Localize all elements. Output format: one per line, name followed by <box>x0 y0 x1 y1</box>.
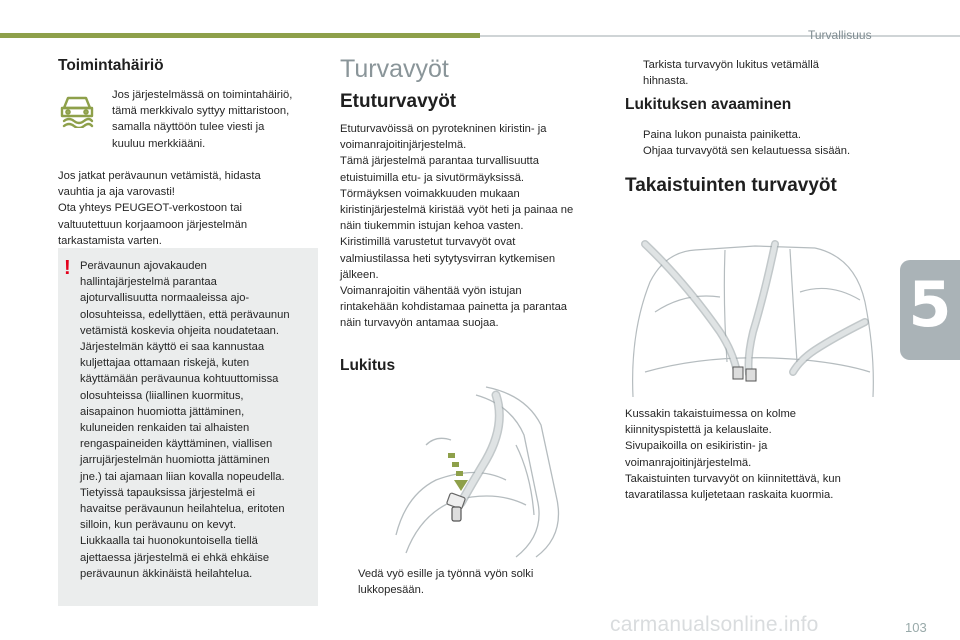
bullet-marker <box>340 566 358 598</box>
front-belts-heading: Etuturvavyöt <box>340 91 457 112</box>
page-number: 103 <box>905 620 927 635</box>
page-title: Turvavyöt <box>340 55 449 83</box>
malfunction-heading: Toimintahäiriö <box>58 57 164 74</box>
unlock-list <box>625 127 895 159</box>
rear-seatbelt-illustration <box>625 222 880 400</box>
check-lock-bullet <box>625 57 895 89</box>
header-accent-bar <box>0 33 480 38</box>
lock-heading: Lukitus <box>340 357 396 374</box>
watermark: carmanualsonline.info <box>610 613 819 636</box>
header-rule <box>480 35 960 37</box>
bullet-marker <box>625 127 643 143</box>
bullet-marker <box>625 57 643 89</box>
section-title: Turvallisuus <box>808 28 872 42</box>
front-belts-paragraph: Etuturvavöissä on pyrotekninen kiristin- ja voimanrajoitinjärjestelmä. Tämä järjestelmä parantaa turvallisuutta etuistuimilla etu- ja sivutörmäyksissä. Törmäyksen voimakkuuden mukaan kiristinjärjestelmä kiristää vyöt heti ja painaa ne näin tiukemmin istujan kehoa vasten. Kiristimillä varustetut turvavyöt ovat valmiustilassa heti sytytysvirran kytkemisen jälkeen. Voimanrajoitin vähentää vyön istujan rintakehään kohdistamaa painetta ja parantaa näin turvavyön antamaa suojaa. <box>340 123 574 330</box>
malfunction-icon-text: Jos järjestelmässä on toimintahäiriö, tämä merkkivalo syttyy mittaristoon, samalla näyttöön tulee viesti ja kuuluu merkkiääni. <box>112 89 293 150</box>
warning-mark: ! <box>64 257 71 279</box>
unlock-heading: Lukituksen avaaminen <box>625 96 792 113</box>
chapter-number: 5 <box>908 268 952 341</box>
lock-bullet-text: Vedä vyö esille ja työnnä vyön solki lukkopesään. <box>358 568 534 596</box>
rear-belts-heading: Takaistuinten turvavyöt <box>625 175 837 196</box>
lock-bullet <box>340 566 608 598</box>
list-item <box>625 127 895 143</box>
list-item <box>625 143 895 159</box>
bullet-marker <box>625 143 643 159</box>
check-lock-text: Tarkista turvavyön lukitus vetämällä hihnasta. <box>643 59 819 87</box>
front-seatbelt-illustration <box>366 385 606 560</box>
unlock-step-2: Ohjaa turvavyötä sen kelautuessa sisään. <box>643 145 851 157</box>
unlock-step-1: Paina lukon punaista painiketta. <box>643 129 801 141</box>
warning-text: Perävaunun ajovakauden hallintajärjestelmä parantaa ajoturvallisuutta normaaleissa ajo- olosuhteissa, edellyttäen, että perävaunun vetämistä koskevia ohjeita noudatetaan. Järjestelmän käyttö ei saa kannustaa kuljettajaa ottamaan riskejä, kuten käyttämään perävaunua kohtuuttomissa olosuhteissa (liiallinen kuormitus, aisapainon huomiotta jättäminen, kuluneiden renkaiden tai alhaisten rengaspaineiden käyttäminen, viallisen jarrujärjestelmän huomiotta jättäminen jne.) tai ajamaan liian kovalla nopeudella. Tietyissä tapauksissa järjestelmä ei havaitse perävaunun heilahtelua, eritoten silloin, kun perävaunu on kevyt. Liukkaalla tai huonokuntoisella tiellä ajettaessa järjestelmä ei ehkä ehkäise perävaunun äkkinäistä heilahtelua. <box>80 260 290 580</box>
malfunction-paragraph: Jos jatkat perävaunun vetämistä, hidasta vauhtia ja aja varovasti! Ota yhteys PEUGEOT-verkostoon tai valtuutettuun korjaamoon järjestelmän tarkastamista varten. <box>58 170 261 247</box>
rear-belts-paragraph: Kussakin takaistuimessa on kolme kiinnityspistettä ja kelauslaite. Sivupaikoilla on esikiristin- ja voimanrajoitinjärjestelmä. Takaistuinten turvavyöt on kiinnitettävä, kun tavaratilassa kuljetetaan raskaita kuormia. <box>625 408 841 502</box>
trailer-seatbelt-warning-icon <box>58 90 96 128</box>
